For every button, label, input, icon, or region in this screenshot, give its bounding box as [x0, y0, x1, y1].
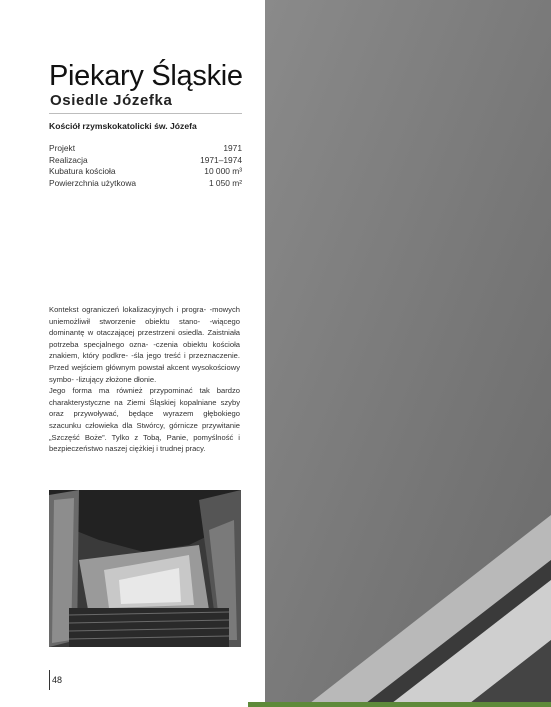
page-number-rule [49, 670, 50, 690]
page-subtitle: Osiedle Józefka [50, 92, 173, 109]
facts-table [49, 143, 242, 189]
body-paragraph: Kontekst ograniczeń lokalizacyjnych i progra- -mowych uniemożliwił stworzenie obiektu stano- -wiącego dominantę w otaczającej przestrzeni osiedla. Zaistniała potrzeba specjalnego ozna- -czenia obiektu kościoła znakiem, który podkre- -śla jego treść i przeznaczenie. Przed wejściem głównym powstał akcent wysokościowy symbo- -lizujący złożone dłonie. [49, 305, 240, 384]
fact-row [49, 155, 242, 167]
fact-row [49, 178, 242, 190]
fact-value: 1971 [223, 143, 242, 153]
fact-value: 1971–1974 [200, 154, 242, 165]
page-title: Piekary Śląskie [49, 60, 243, 92]
title-divider [49, 113, 242, 114]
church-name: Kościół rzymskokatolicki św. Józefa [49, 121, 197, 131]
concrete-wall-photo [265, 0, 551, 707]
fact-row [49, 166, 242, 178]
bottom-accent-strip [248, 702, 551, 707]
text-column [0, 0, 265, 707]
fact-label: Realizacja [49, 154, 88, 165]
church-entrance-photo [49, 490, 241, 647]
fact-value: 10 000 m³ [204, 166, 242, 176]
fact-label: Powierzchnia użytkowa [49, 177, 137, 188]
body-text [49, 304, 240, 455]
fact-label: Projekt [49, 143, 76, 153]
fact-label: Kubatura kościoła [49, 166, 116, 176]
church-entrance-image [49, 490, 241, 647]
fact-value: 1 050 m² [208, 177, 242, 188]
fact-row [49, 143, 242, 155]
concrete-wall-image [265, 0, 551, 707]
page-number: 48 [52, 675, 63, 685]
body-paragraph: Jego forma ma również przypominać tak bardzo charakterystyczne na Ziemi Śląskiej kopalniane szyby oraz przywoływać, będące wyrazem głębokiego szacunku człowieka dla Stwórcy, górnicze przywitanie „Szczęść Boże”. Tylko z Tobą, Panie, pomyślność i bezpieczeństwo naszej ciężkiej i trudnej pracy. [49, 386, 240, 454]
